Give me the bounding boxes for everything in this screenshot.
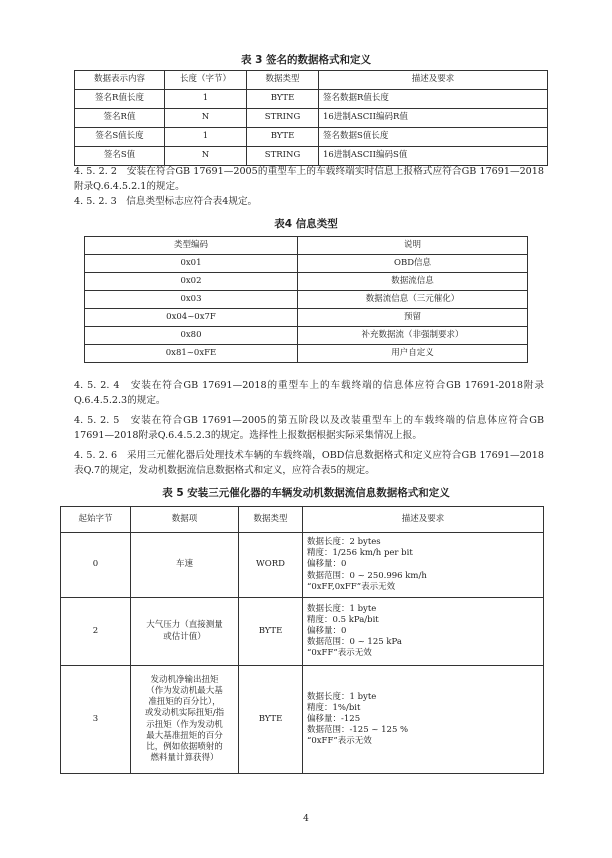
table5-item-line: （作为发动机最大基	[146, 686, 223, 697]
table3-header-row	[75, 71, 548, 90]
table-row	[85, 327, 528, 345]
table4-cell: 补充数据流（非强制要求）	[298, 327, 528, 345]
table5-type: BYTE	[239, 666, 303, 774]
table3-cell: STRING	[247, 147, 319, 166]
table3-cell: 1	[165, 90, 247, 109]
paragraph-4-5-2-4: 4. 5. 2. 4 安装在符合GB 17691—2018的重型车上的车载终端的信息体应符合GB 17691-2018附录Q.6.4.5.2.3的规定。	[74, 380, 544, 406]
table4-header: 类型编码	[85, 237, 298, 255]
table3-header: 描述及要求	[319, 71, 548, 90]
table5-desc-line: 偏移量：0	[307, 559, 347, 570]
table4-header-row	[85, 237, 528, 255]
table-row	[85, 291, 528, 309]
table-row	[85, 273, 528, 291]
table5-header: 起始字节	[61, 507, 131, 533]
table4-cell: 0x81~0xFE	[85, 345, 298, 363]
table-row	[75, 147, 548, 166]
table3-cell: 16进制ASCII编码S值	[319, 147, 548, 166]
table-row	[85, 309, 528, 327]
table3-cell: 签名R值	[75, 109, 165, 128]
table4-cell: 预留	[298, 309, 528, 327]
table5-item	[131, 533, 239, 598]
table5-type: WORD	[239, 533, 303, 598]
table5	[60, 506, 544, 774]
table5-desc-line: “0xFF,0xFF”表示无效	[307, 581, 396, 592]
table5-header: 数据类型	[239, 507, 303, 533]
table3-header: 数据类型	[247, 71, 319, 90]
table5-item-line: 车速	[175, 559, 193, 570]
table-row	[75, 128, 548, 147]
table5-desc-line: 数据长度：1 byte	[307, 603, 377, 614]
table5-desc-line: 数据长度：2 bytes	[307, 537, 381, 548]
table5-desc-line: 数据范围：0 ~ 125 kPa	[307, 637, 402, 648]
table5-desc-line: 偏移量：-125	[307, 713, 361, 724]
table4-cell: 用户自定义	[298, 345, 528, 363]
table3-cell: STRING	[247, 109, 319, 128]
table5-desc	[303, 666, 544, 774]
table4-cell: 0x01	[85, 255, 298, 273]
table5-desc-line: 数据范围：-125 ~ 125 %	[307, 725, 409, 736]
table5-desc-line: “0xFF”表示无效	[307, 648, 372, 659]
table5-desc	[303, 533, 544, 598]
table5-item	[131, 598, 239, 666]
table5-desc-line: 数据长度：1 byte	[307, 691, 377, 702]
table5-desc-line: 精度：1%/bit	[307, 702, 361, 713]
table4	[84, 236, 528, 363]
table5-item-line: 示扭矩（作为发动机	[146, 719, 223, 730]
table3-cell: N	[165, 147, 247, 166]
table5-desc-line: “0xFF”表示无效	[307, 736, 372, 747]
paragraph-4-5-2-5: 4. 5. 2. 5 安装在符合GB 17691—2005的第五阶段以及改装重型车上的车载终端的信息体应符合GB 17691—2018附录Q.6.4.5.2.3的规定。选择性上报数据根据实际采集情况上报。	[74, 415, 544, 441]
table3-caption: 表 3 签名的数据格式和定义	[240, 54, 372, 66]
table4-caption: 表4 信息类型	[274, 218, 338, 230]
table5-item	[131, 666, 239, 774]
table5-item-line: 或估计值）	[163, 631, 206, 642]
table5-desc-line: 精度：0.5 kPa/bit	[307, 614, 379, 625]
table-row	[61, 666, 544, 774]
table5-desc	[303, 598, 544, 666]
table-row	[85, 255, 528, 273]
table4-header: 说明	[298, 237, 528, 255]
table5-item-line: 比，例如依据喷射的	[146, 741, 223, 752]
table-row	[85, 345, 528, 363]
table-row	[61, 533, 544, 598]
table5-item-line: 或发动机实际扭矩/指	[144, 708, 225, 719]
table4-cell: 数据流信息	[298, 273, 528, 291]
paragraph-4-5-2-6: 4. 5. 2. 6 采用三元催化器后处理技术车辆的车载终端，OBD信息数据格式和定义应符合GB 17691—2018表Q.7的规定，发动机数据流信息数据格式和定义，应符合表5的规定。	[74, 450, 544, 476]
table5-header: 数据项	[131, 507, 239, 533]
table3-cell: 签名数据R值长度	[319, 90, 548, 109]
table5-start-byte: 3	[61, 666, 131, 774]
table4-cell: 0x80	[85, 327, 298, 345]
table3	[74, 70, 548, 166]
table3-header: 数据表示内容	[75, 71, 165, 90]
table3-cell: BYTE	[247, 90, 319, 109]
table5-start-byte: 2	[61, 598, 131, 666]
table3-header: 长度（字节）	[165, 71, 247, 90]
table-row	[75, 90, 548, 109]
page-number: 4	[303, 814, 309, 824]
table3-cell: N	[165, 109, 247, 128]
table5-item-line: 最大基准扭矩的百分	[146, 730, 223, 741]
table5-caption: 表 5 安装三元催化器的车辆发动机数据流信息数据格式和定义	[162, 487, 450, 499]
table3-cell: 签名S值	[75, 147, 165, 166]
table5-start-byte: 0	[61, 533, 131, 598]
table3-cell: 签名S值长度	[75, 128, 165, 147]
table5-item-line: 燃料量计算获得）	[150, 752, 219, 763]
table-row	[75, 109, 548, 128]
table5-item-line: 准扭矩的百分比），	[148, 697, 221, 708]
paragraph-4-5-2-3: 4. 5. 2. 3 信息类型标志应符合表4规定。	[74, 196, 258, 207]
table3-cell: 16进制ASCII编码R值	[319, 109, 548, 128]
table4-cell: 0x03	[85, 291, 298, 309]
table5-desc-line: 数据范围：0 ~ 250.996 km/h	[307, 570, 427, 581]
table3-cell: 签名R值长度	[75, 90, 165, 109]
table5-item-line: 发动机净输出扭矩	[150, 675, 219, 686]
table5-desc-line: 精度：1/256 km/h per bit	[307, 548, 413, 559]
table4-cell: OBD信息	[298, 255, 528, 273]
paragraph-4-5-2-2: 4. 5. 2. 2 安装在符合GB 17691—2005的重型车上的车载终端实时信息上报格式应符合GB 17691—2018附录Q.6.4.5.2.1的规定。	[74, 166, 544, 192]
table5-desc-line: 偏移量：0	[307, 625, 347, 636]
table4-cell: 数据流信息（三元催化）	[298, 291, 528, 309]
table5-item-line: 大气压力（直接测量	[146, 620, 223, 631]
table-row	[61, 598, 544, 666]
table5-header: 描述及要求	[303, 507, 544, 533]
table3-cell: 签名数据S值长度	[319, 128, 548, 147]
table5-header-row	[61, 507, 544, 533]
table3-cell: BYTE	[247, 128, 319, 147]
table4-cell: 0x02	[85, 273, 298, 291]
table3-cell: 1	[165, 128, 247, 147]
table4-cell: 0x04~0x7F	[85, 309, 298, 327]
table5-type: BYTE	[239, 598, 303, 666]
